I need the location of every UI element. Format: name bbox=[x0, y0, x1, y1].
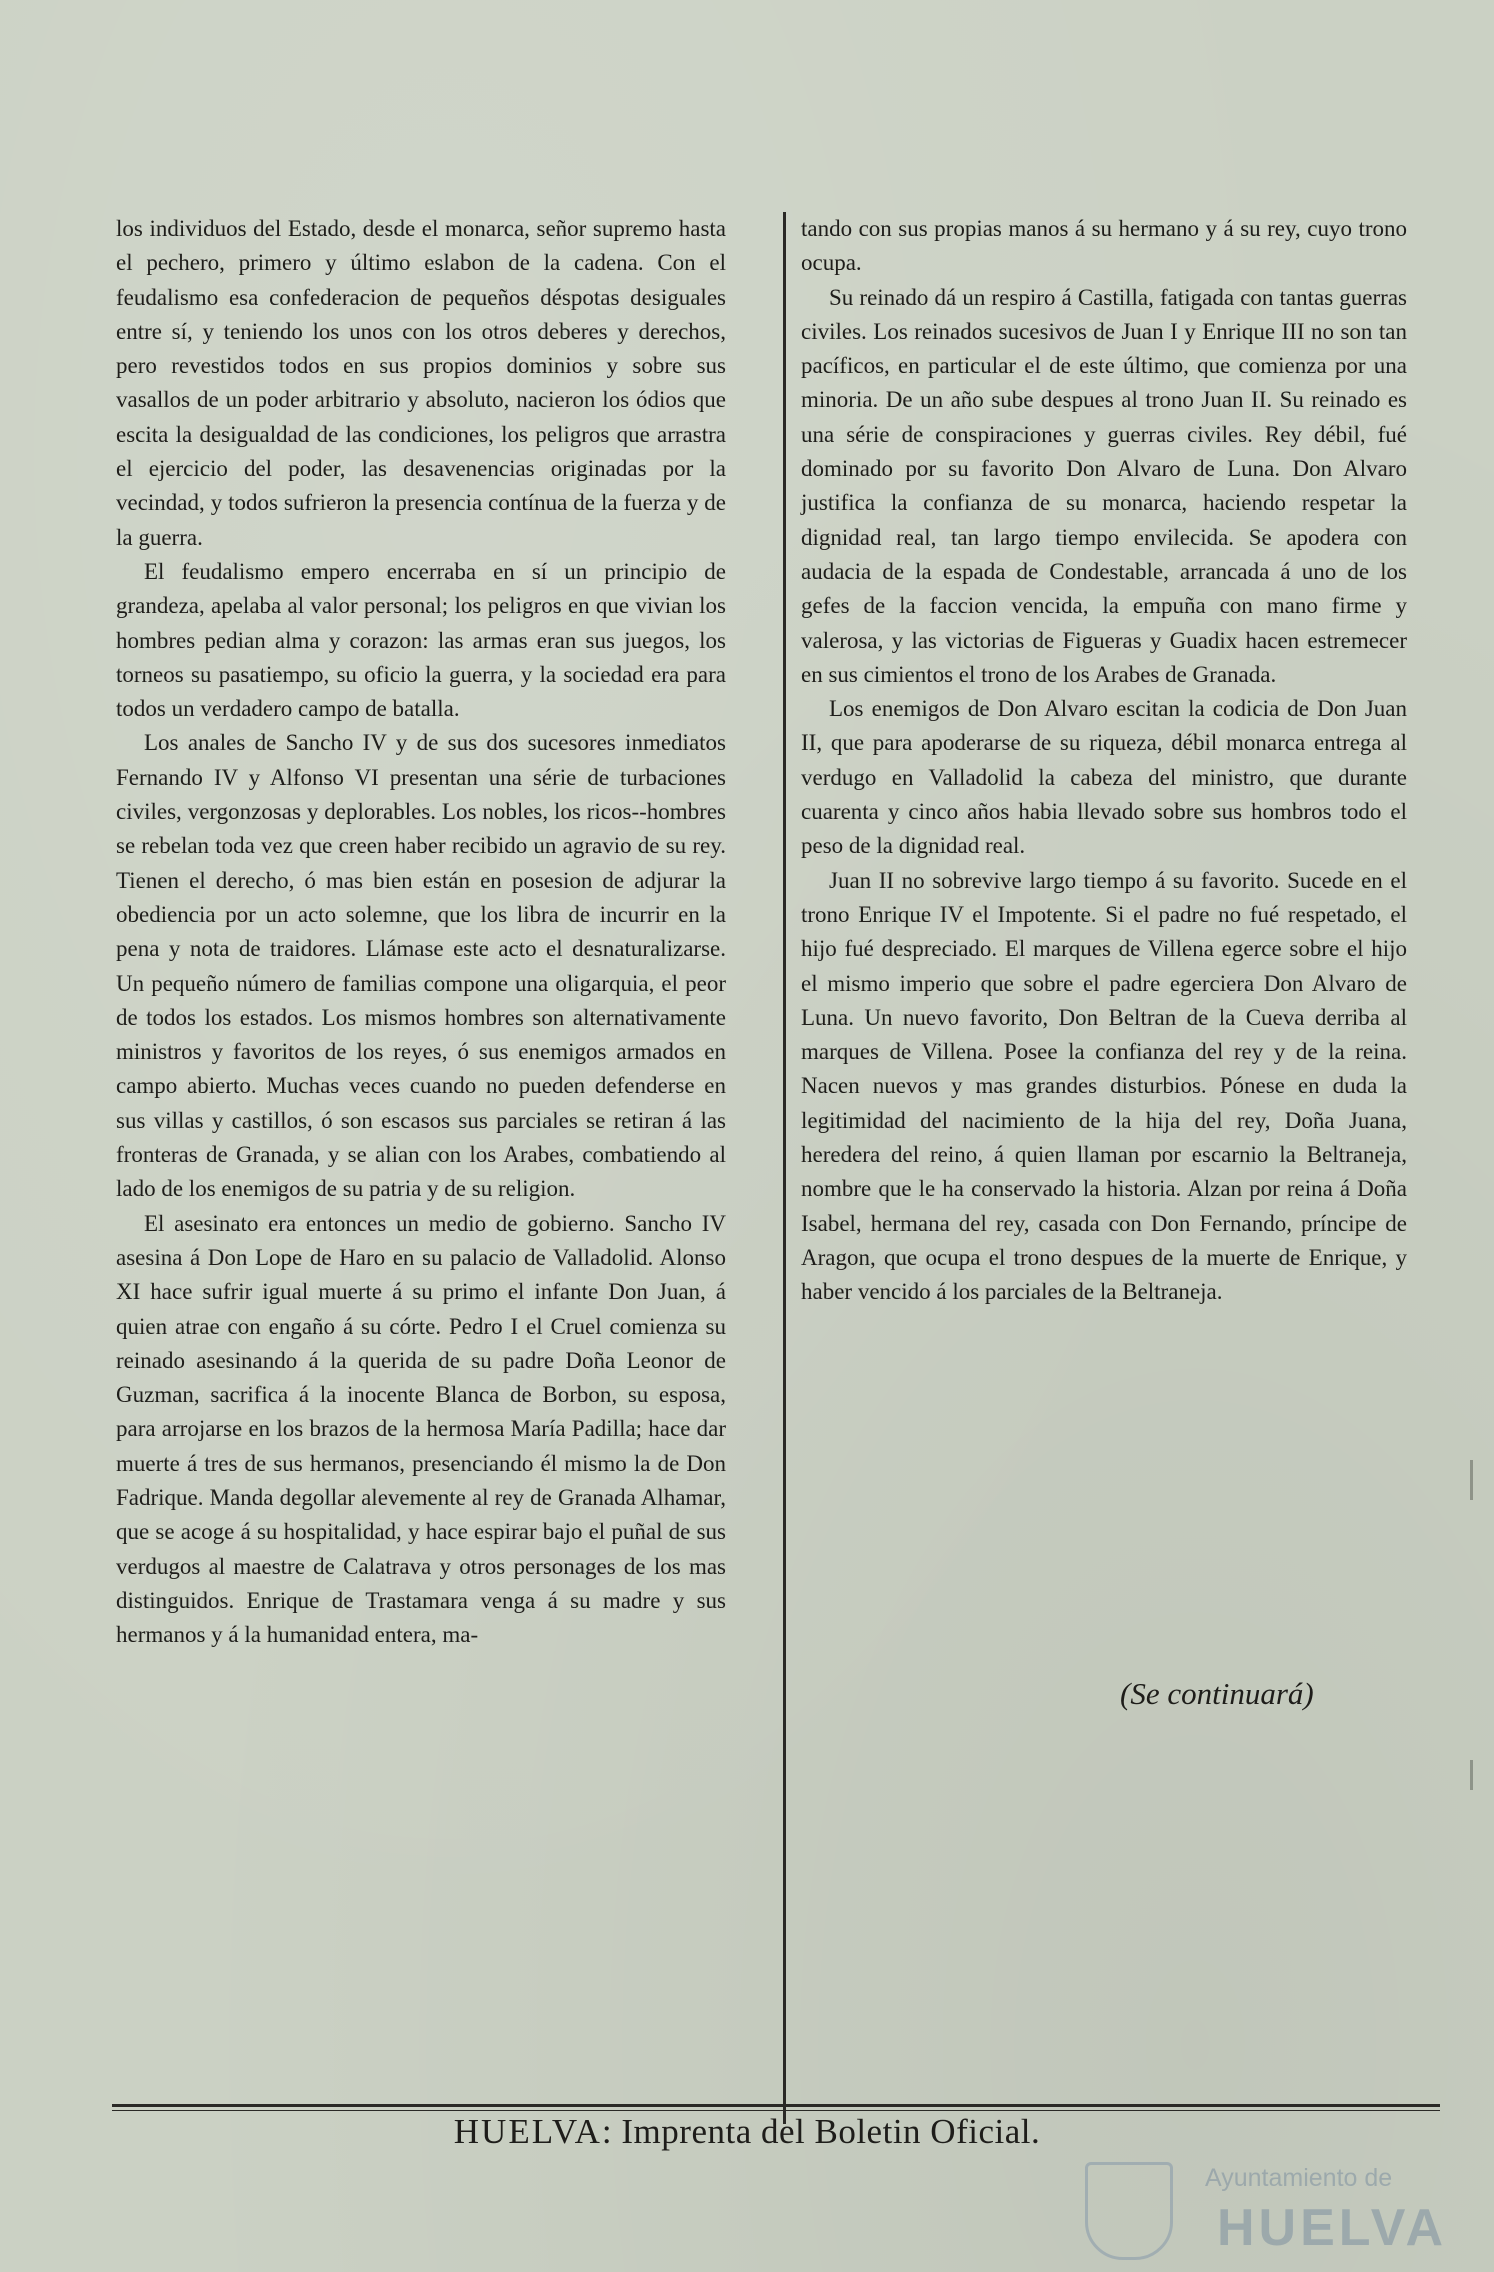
left-paragraph-3: Los anales de Sancho IV y de sus dos sucesores inmediatos Fernando IV y Alfonso VI presentan una série de turbaciones civiles, vergonzosas y deplorables. Los nobles, los ricos--hombres se rebelan toda vez que creen haber recibido un agravio de su rey. Tienen el derecho, ó mas bien están en posesion de adjurar la obediencia por un acto solemne, que los libra de incurrir en la pena y nota de traidores. Llámase este acto el desnaturalizarse. Un pequeño número de familias compone una oligarquia, el peor de todos los estados. Los mismos hombres son alternativamente ministros y favoritos de los reyes, ó sus enemigos armados en campo abierto. Muchas veces cuando no pueden defenderse en sus villas y castillos, ó son escasos sus parciales se retiran á las fronteras de Granada, y se alian con los Arabes, combatiendo al lado de los enemigos de su patria y de su religion. bbox=[116, 730, 726, 1202]
right-text-column bbox=[801, 212, 1407, 1310]
left-paragraph-2: El feudalismo empero encerraba en sí un principio de grandeza, apelaba al valor personal; los peligros en que vivian los hombres pedian alma y corazon: las armas eran sus juegos, los torneos su pasatiempo, su oficio la guerra, y la sociedad era para todos un verdadero campo de batalla. bbox=[116, 558, 726, 722]
printer-imprint bbox=[0, 2112, 1494, 2152]
right-paragraph-2: Su reinado dá un respiro á Castilla, fatigada con tantas guerras civiles. Los reinados sucesivos de Juan I y Enrique III no son tan pacíficos, en particular el de este último, que comienza por una minoria. De un año sube despues al trono Juan II. Su reinado es una série de conspiraciones y guerras civiles. Rey débil, fué dominado por su favorito Don Alvaro de Luna. Don Alvaro justifica la confianza de su monarca, haciendo respetar la dignidad real, tan largo tiempo envilecida. Se apodera con audacia de la espada de Condestable, arrancada á uno de los gefes de la faccion vencida, la empuña con mano firme y valerosa, y las victorias de Figueras y Guadix hacen estremecer en sus cimientos el trono de los Arabes de Granada. bbox=[801, 284, 1407, 687]
continued-note: (Se continuará) bbox=[1120, 1676, 1314, 1711]
archive-watermark bbox=[1085, 2160, 1448, 2260]
watermark-line2: HUELVA bbox=[1217, 2199, 1448, 2257]
imprint-separator: : bbox=[601, 2112, 613, 2151]
right-paragraph-3: Los enemigos de Don Alvaro escitan la codicia de Don Juan II, que para apoderarse de su riqueza, débil monarca entrega al verdugo en Valladolid la cabeza del ministro, que durante cuarenta y cinco años habia llevado sobre sus hombros todo el peso de la dignidad real. bbox=[801, 696, 1407, 859]
right-paragraph-1: tando con sus propias manos á su hermano y á su rey, cuyo trono ocupa. bbox=[801, 216, 1407, 276]
coat-of-arms-icon bbox=[1085, 2162, 1173, 2260]
left-text-column bbox=[116, 212, 726, 1652]
page-edge-mark bbox=[1470, 1760, 1473, 1790]
footer-rule-thin bbox=[112, 2110, 1440, 2111]
column-divider bbox=[783, 212, 786, 2124]
imprint-city: HUELVA bbox=[453, 2112, 602, 2151]
page-edge-mark bbox=[1470, 1460, 1473, 1500]
right-paragraph-4: Juan II no sobrevive largo tiempo á su favorito. Sucede en el trono Enrique IV el Impotente. Si el padre no fué respetado, el hijo fué despreciado. El marques de Villena egerce sobre el hijo el mismo imperio que sobre el padre egerciera Don Alvaro de Luna. Un nuevo favorito, Don Beltran de la Cueva derriba al marques de Villena. Posee la confianza del rey y de la reina. Nacen nuevos y mas grandes disturbios. Pónese en duda la legitimidad del nacimiento de la hija del rey, Doña Juana, heredera del reino, á quien llaman por escarnio la Beltraneja, nombre que le ha conservado la historia. Alzan por reina á Doña Isabel, hermana del rey, casada con Don Fernando, príncipe de Aragon, que ocupa el trono despues de la muerte de Enrique, y haber vencido á los parciales de la Beltraneja. bbox=[801, 867, 1407, 1305]
imprint-printer: Imprenta del Boletin Oficial. bbox=[612, 2112, 1041, 2151]
left-paragraph-4: El asesinato era entonces un medio de gobierno. Sancho IV asesina á Don Lope de Haro en su palacio de Valladolid. Alonso XI hace sufrir igual muerte á su primo el infante Don Juan, á quien atrae con engaño á su córte. Pedro I el Cruel comienza su reinado asesinando á la querida de su padre Doña Leonor de Guzman, sacrifica á la inocente Blanca de Borbon, su esposa, para arrojarse en los brazos de la hermosa María Padilla; hace dar muerte á tres de sus hermanos, presenciando él mismo la de Don Fadrique. Manda degollar alevemente al rey de Granada Alhamar, que se acoge á su hospitalidad, y hace espirar bajo el puñal de sus verdugos al maestre de Calatrava y otros personages de los mas distinguidos. Enrique de Trastamara venga á su madre y sus hermanos y á la humanidad entera, ma- bbox=[116, 1210, 726, 1648]
footer-rule bbox=[112, 2104, 1440, 2107]
left-paragraph-1: los individuos del Estado, desde el monarca, señor supremo hasta el pechero, primero y último eslabon de la cadena. Con el feudalismo esa confederacion de pequeños déspotas desiguales entre sí, y teniendo los unos con los otros deberes y derechos, pero revestidos todos en sus propios dominios y sobre sus vasallos de un poder arbitrario y absoluto, nacieron los ódios que escita la desigualdad de las condiciones, los peligros que arrastra el ejercicio del poder, las desavenencias originadas por la vecindad, y todos sufrieron la presencia contínua de la fuerza y de la guerra. bbox=[116, 216, 726, 550]
watermark-line1: Ayuntamiento de bbox=[1205, 2164, 1393, 2192]
